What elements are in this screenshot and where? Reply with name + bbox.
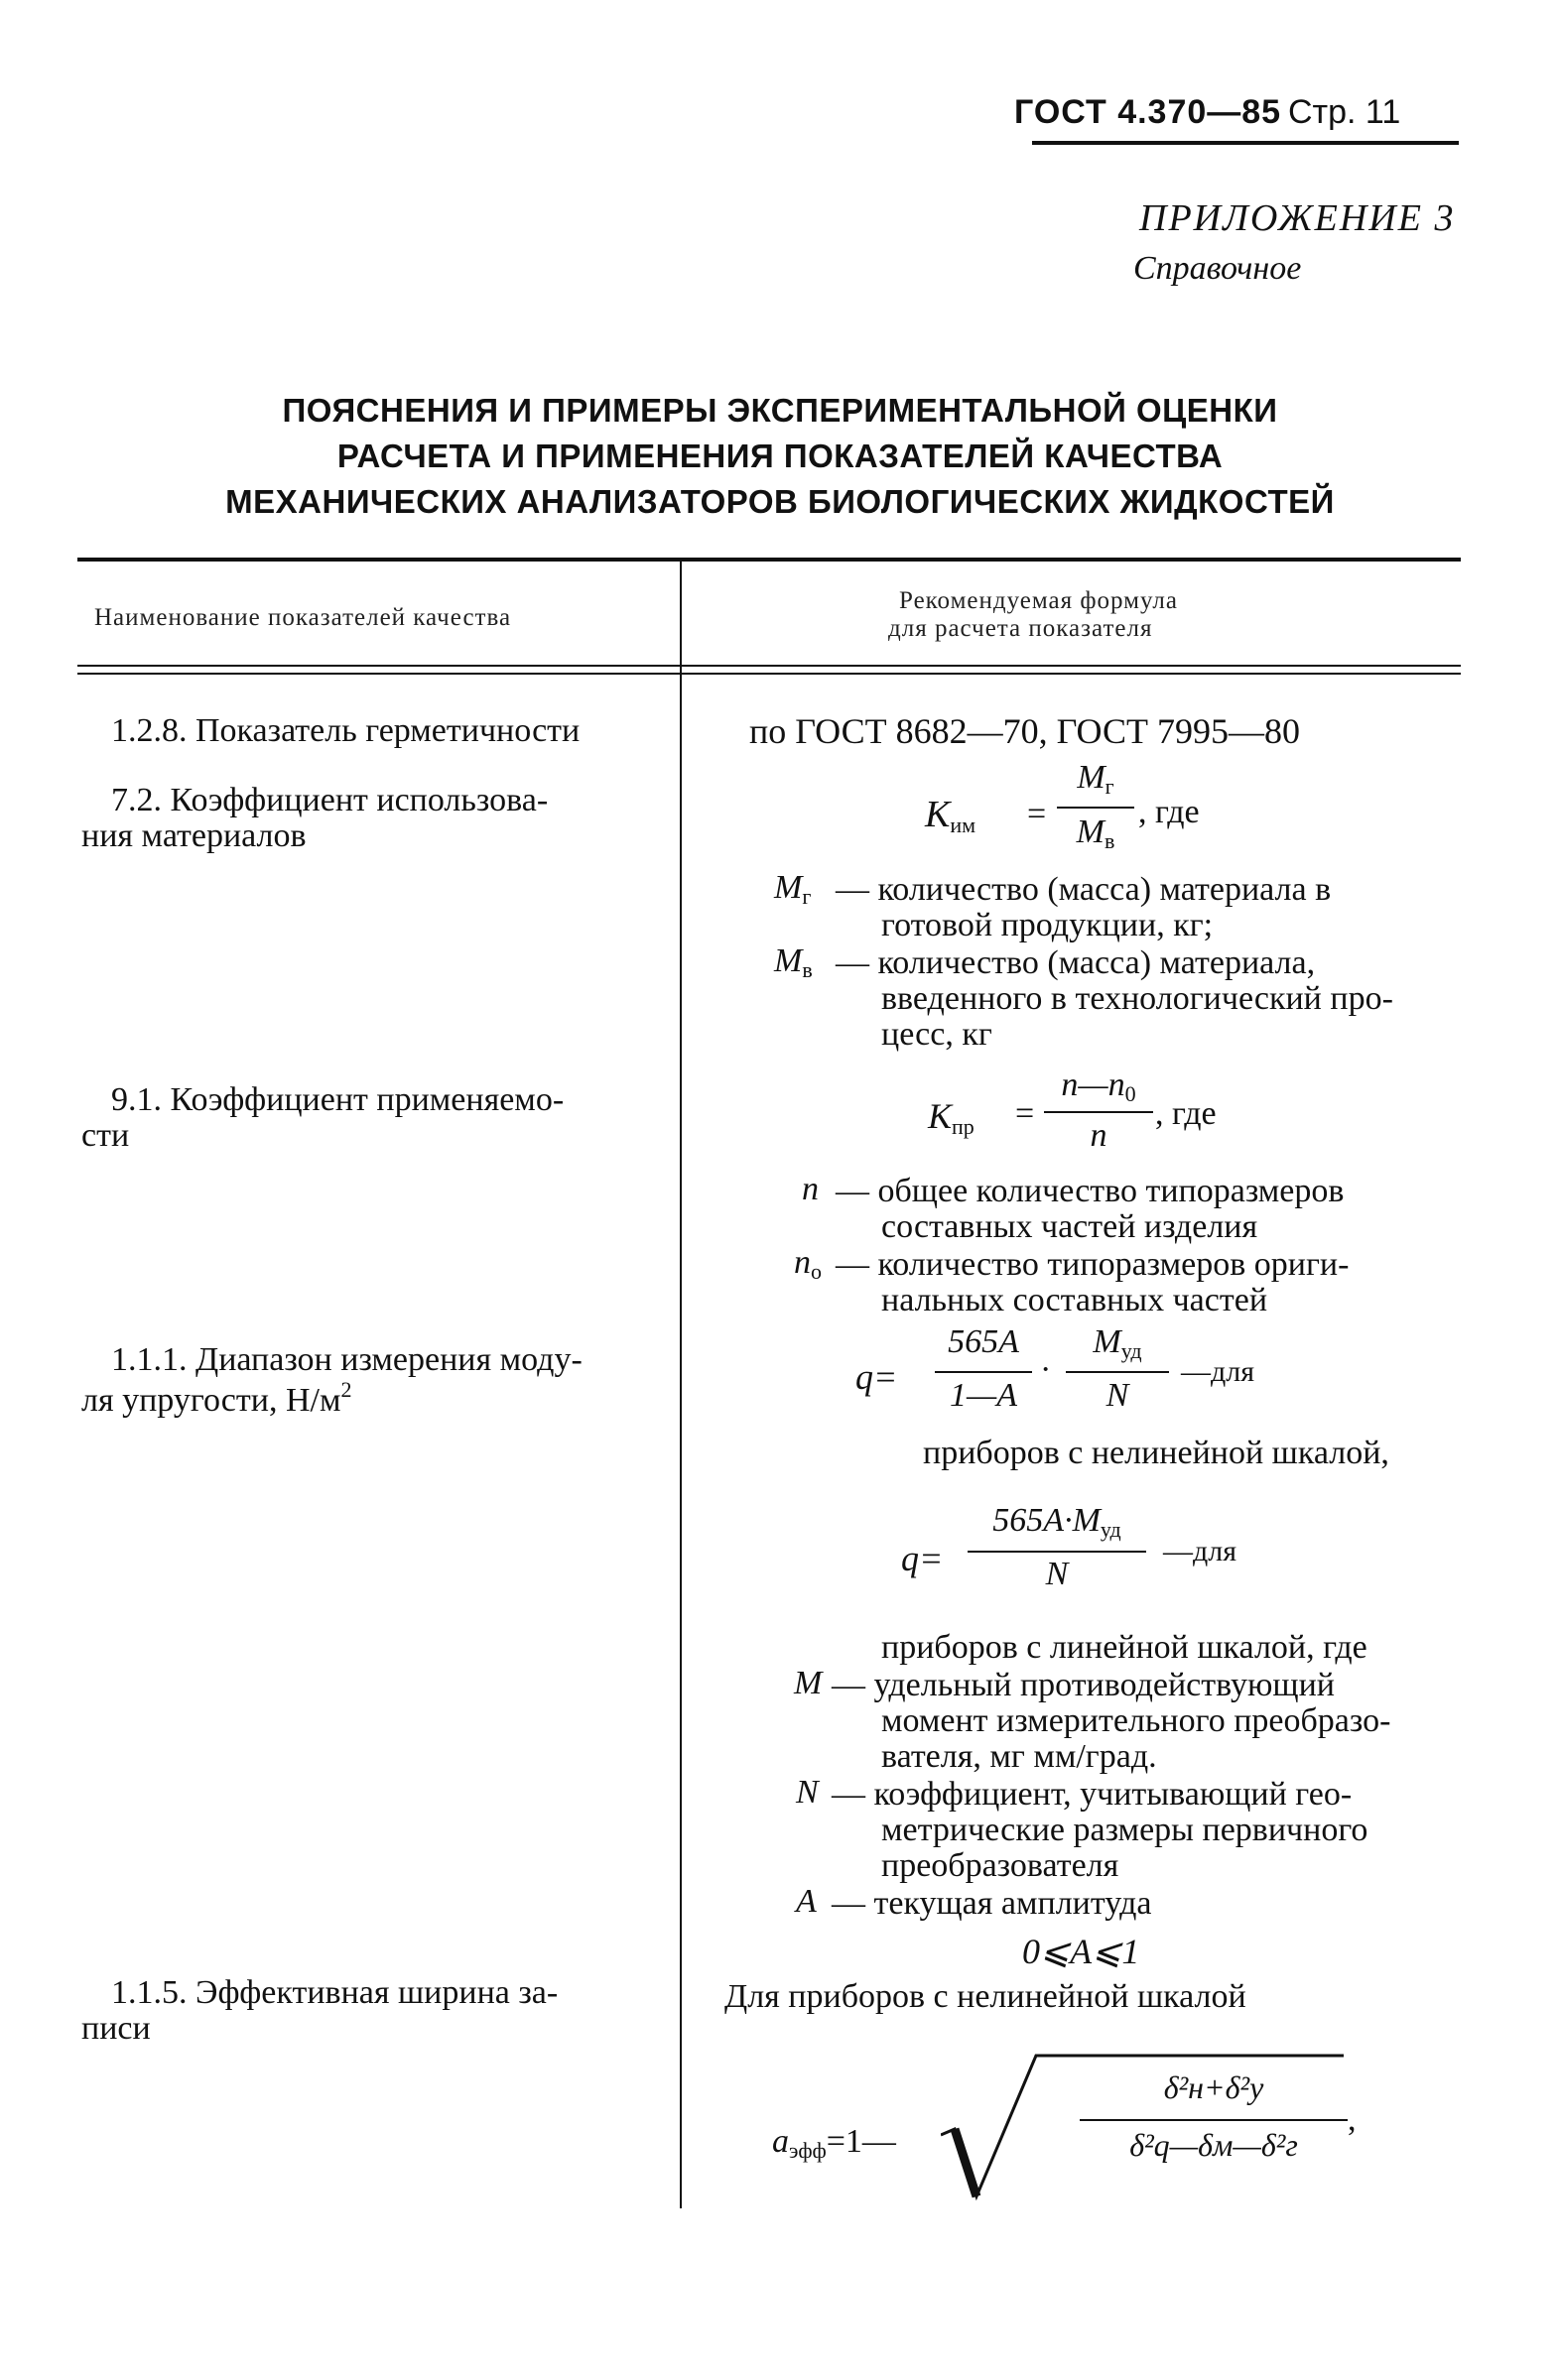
document-code: ГОСТ 4.370—85 <box>1014 93 1282 131</box>
column-header-formula-2: для расчета показателя <box>888 615 1153 642</box>
row-4-formula-2-den: N <box>1045 1556 1069 1592</box>
row-4-name-line-2 <box>81 1377 351 1420</box>
row-2-name-line-2: ния материалов <box>81 817 307 854</box>
row-4-def-N-line-1: — коэффициент, учитывающий гео- <box>832 1776 1353 1813</box>
row-4-def-M-line-2: момент измерительного преобразо- <box>881 1702 1391 1739</box>
row-3-formula-suffix: , где <box>1155 1095 1217 1132</box>
page-number: Стр. 11 <box>1288 93 1401 131</box>
formula-part: в <box>802 957 813 982</box>
row-4-def-A-line-1: — текущая амплитуда <box>832 1885 1152 1922</box>
appendix-label: ПРИЛОЖЕНИЕ 3 <box>1139 197 1456 239</box>
row-3-formula-lhs <box>928 1095 975 1140</box>
formula-part: г <box>1105 774 1114 799</box>
row-4-name-line-1: 1.1.1. Диапазон измерения моду- <box>111 1341 583 1378</box>
row-3-def-2-line-1: — количество типоразмеров ориги- <box>836 1246 1350 1283</box>
row-4-def-A-symbol: A <box>796 1883 817 1920</box>
row-5-formula-denominator: δ²q—δм—δ²г <box>1129 2127 1298 2163</box>
row-4-formula-1-den-1: 1—A <box>950 1377 1017 1414</box>
row-4-formula-1-bar-2 <box>1066 1371 1169 1373</box>
row-4-def-M-symbol: M <box>794 1665 823 1701</box>
row-4-formula-1-bar-1 <box>935 1371 1032 1373</box>
row-2-formula-denominator <box>1057 814 1134 854</box>
row-3-formula-denominator: n <box>1090 1117 1107 1154</box>
formula-part: a <box>772 2123 789 2160</box>
formula-part: 0 <box>1124 1081 1136 1106</box>
row-2-def-2-line-3: цесс, кг <box>881 1016 992 1053</box>
row-4-formula-1-num-2 <box>1066 1323 1169 1364</box>
row-4-formula-2-lhs: q= <box>901 1539 944 1578</box>
row-4-formula-1-den-2: N <box>1105 1377 1129 1414</box>
row-2-def-1-symbol <box>774 869 811 910</box>
row-4-def-N-line-3: преобразователя <box>881 1847 1119 1884</box>
formula-part: 2 <box>340 1377 352 1402</box>
row-4-def-N-line-2: метрические размеры первичного <box>881 1812 1368 1848</box>
formula-part: K <box>925 794 951 835</box>
row-2-def-2-line-2: введенного в технологический про- <box>881 980 1393 1017</box>
row-3-name-line-1: 9.1. Коэффициент применяемо- <box>111 1081 565 1118</box>
formula-part: K <box>928 1096 953 1136</box>
row-2-def-2-line-1: — количество (масса) материала, <box>836 944 1316 981</box>
row-2-formula-suffix: , где <box>1138 794 1200 830</box>
row-4-formula-1-dot: · <box>1040 1351 1052 1388</box>
row-4-def-N-symbol: N <box>796 1774 819 1811</box>
formula-part: M <box>774 942 803 979</box>
formula-part: M <box>774 869 803 906</box>
formula-part <box>955 2129 976 2196</box>
row-4-formula-1-suffix: —для <box>1181 1355 1255 1388</box>
row-5-formula-lhs <box>772 2123 896 2164</box>
formula-part: M <box>1076 814 1105 850</box>
row-4-formula-1-after: приборов с нелинейной шкалой, <box>923 1435 1389 1471</box>
row-3-fraction-bar <box>1044 1111 1153 1113</box>
row-3-def-1-line-2: составных частей изделия <box>881 1208 1258 1245</box>
column-header-name: Наименование показателей качества <box>94 604 512 631</box>
row-1-name: 1.2.8. Показатель герметичности <box>111 712 581 749</box>
row-3-def-1-line-1: — общее количество типоразмеров <box>836 1173 1345 1209</box>
row-4-formula-2-suffix: —для <box>1163 1535 1237 1567</box>
table-header-rule-2 <box>77 673 1461 675</box>
formula-part: 565A·M <box>992 1502 1101 1539</box>
formula-part: в <box>1104 828 1115 853</box>
formula-part: г <box>802 884 812 909</box>
formula-part: = <box>1027 796 1047 832</box>
formula-part: им <box>950 813 976 837</box>
header-rule <box>1032 141 1459 145</box>
formula-part: M <box>1093 1323 1121 1360</box>
row-5-fraction-bar <box>1080 2119 1348 2121</box>
formula-part: о <box>811 1259 822 1284</box>
row-4-def-M-line-1: — удельный противодействующий <box>832 1667 1335 1703</box>
row-2-name-line-1: 7.2. Коэффициент использова- <box>111 782 549 818</box>
formula-part: =1— <box>826 2123 896 2160</box>
row-5-intro: Для приборов с нелинейной шкалой <box>724 1978 1246 2015</box>
row-4-formula-2-bar <box>968 1551 1146 1553</box>
row-4-range: 0⩽A⩽1 <box>1022 1932 1140 1971</box>
row-5-formula-numerator: δ²н+δ²у <box>1163 2069 1264 2105</box>
formula-part: пр <box>952 1114 975 1139</box>
row-5-name-line-2: писи <box>81 2010 151 2047</box>
formula-part: уд <box>1100 1517 1121 1542</box>
row-3-def-2-line-2: нальных составных частей <box>881 1282 1268 1318</box>
title-line-2: РАСЧЕТА И ПРИМЕНЕНИЯ ПОКАЗАТЕЛЕЙ КАЧЕСТВА <box>336 438 1224 474</box>
table-header-rule-1 <box>77 665 1461 667</box>
row-3-name-line-2: сти <box>81 1117 130 1154</box>
formula-part: ля упругости, Н/м <box>81 1382 341 1419</box>
row-4-def-M-line-3: вателя, мг мм/град. <box>881 1738 1157 1775</box>
formula-part: уд <box>1120 1338 1142 1363</box>
row-1-formula: по ГОСТ 8682—70, ГОСТ 7995—80 <box>749 711 1300 751</box>
row-2-def-1-line-1: — количество (масса) материала в <box>836 871 1332 908</box>
table-column-divider <box>680 562 682 2208</box>
row-2-def-1-line-2: готовой продукции, кг; <box>881 907 1214 943</box>
formula-part: эфф <box>789 2138 827 2163</box>
column-header-formula-1: Рекомендуемая формула <box>899 587 1178 614</box>
formula-part: = <box>1015 1095 1035 1132</box>
row-2-def-2-symbol <box>774 942 813 983</box>
row-4-formula-1-lhs: q= <box>855 1357 898 1397</box>
appendix-ref: Справочное <box>1133 250 1302 287</box>
row-3-def-2-symbol <box>794 1244 822 1285</box>
row-3-formula-numerator <box>1044 1066 1153 1107</box>
formula-part: n—n <box>1061 1066 1125 1103</box>
row-5-name-line-1: 1.1.5. Эффективная ширина за- <box>111 1974 559 2011</box>
row-2-formula-numerator <box>1057 759 1134 800</box>
row-5-formula-suffix: , <box>1348 2101 1357 2138</box>
row-2-fraction-bar <box>1057 807 1134 809</box>
title-line-1: ПОЯСНЕНИЯ И ПРИМЕРЫ ЭКСПЕРИМЕНТАЛЬНОЙ ОЦЕНКИ <box>282 392 1278 429</box>
row-4-formula-2-after: приборов с линейной шкалой, где <box>881 1629 1367 1666</box>
table-top-rule <box>77 558 1461 562</box>
row-4-formula-1-num-1: 565A <box>948 1323 1019 1360</box>
formula-part: n <box>794 1244 811 1281</box>
row-3-def-1-symbol: n <box>802 1171 819 1207</box>
formula-part: M <box>1077 759 1105 796</box>
row-4-formula-2-num <box>968 1502 1146 1543</box>
title-line-3: МЕХАНИЧЕСКИХ АНАЛИЗАТОРОВ БИОЛОГИЧЕСКИХ ЖИДКОСТЕЙ <box>225 483 1335 520</box>
row-2-formula-lhs <box>925 793 975 838</box>
